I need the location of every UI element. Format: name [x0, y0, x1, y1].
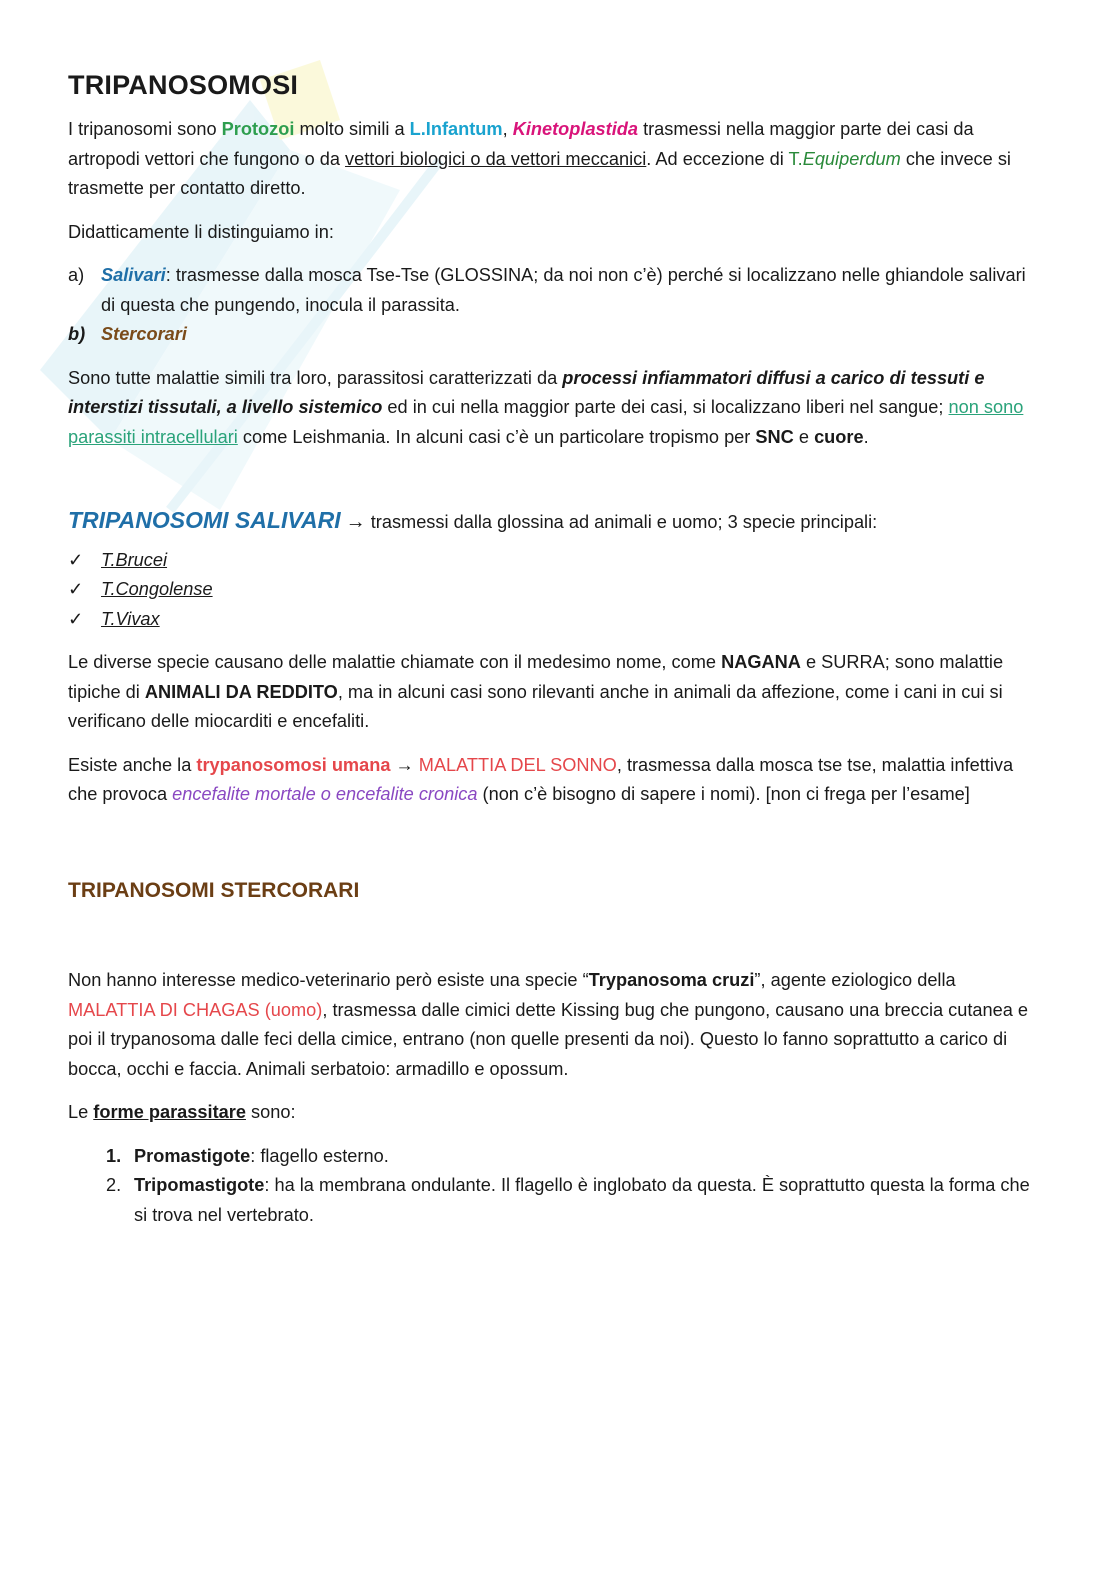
intro-text: . Ad eccezione di: [646, 148, 789, 169]
term-kinetoplastida: Kinetoplastida: [512, 119, 639, 139]
body-text: Sono tutte malattie simili tra loro, parassitosi caratterizzati da: [68, 367, 563, 388]
term-vettori: vettori biologici o da vettori meccanici: [345, 148, 647, 169]
page-title: TRIPANOSOMOSI: [68, 70, 299, 100]
body-text: Esiste anche la: [68, 754, 197, 775]
body-text: trasmessi dalla glossina ad animali e uomo; 3 specie principali:: [365, 512, 878, 532]
body-text: e: [793, 426, 815, 447]
body-text: , ma in alcuni casi sono rilevanti anche in animali da affezione, come i cani in cui si verificano delle miocarditi e encefaliti.: [68, 681, 1003, 731]
list-item: [68, 320, 1043, 350]
list-marker: 2.: [106, 1175, 122, 1195]
term-non-intracellulari: non sono parassiti intracellulari: [68, 397, 1024, 447]
intro-text: trasmessi nella maggior parte dei casi da artropodi vettori che fungono o da: [68, 119, 974, 169]
list-item-body: : trasmesse dalla mosca Tse-Tse (GLOSSINA; da noi non c’è) perché si localizzano nelle ghiandole salivari di questa che pungendo, inocula il parassita.: [101, 265, 1026, 315]
list-item: [68, 261, 1043, 320]
list-item: [68, 1142, 1043, 1172]
intro-text: che invece si trasmette per contatto diretto.: [68, 148, 1011, 198]
list-item-text: [101, 320, 1043, 350]
emphasis-text: processi infiammatori diffusi a carico di tessuti e interstizi tissutali, a livello sistemico: [68, 367, 985, 417]
term-salivari: Salivari: [101, 265, 166, 285]
intro-text: I tripanosomi sono: [68, 119, 222, 139]
list-item: [68, 605, 1043, 635]
list-item: [68, 1171, 1043, 1230]
body-text: sono:: [245, 1102, 296, 1122]
species-list: [68, 546, 1043, 635]
list-item-text: [134, 1142, 1043, 1172]
forme-paragraph: [68, 1098, 1043, 1128]
arrow-icon: →: [345, 511, 366, 533]
body-text: come Leishmania. In alcuni casi c’è un particolare tropismo per: [237, 426, 756, 447]
malattie-paragraph: [68, 364, 1043, 453]
list-item-text: [134, 1171, 1043, 1230]
list-marker: 1.: [106, 1145, 122, 1166]
term-trypanosomosi-umana: trypanosomosi umana: [196, 754, 391, 775]
specie-paragraph: [68, 648, 1043, 737]
list-item-body: : ha la membrana ondulante. Il flagello è inglobato da questa. È soprattutto questa la forma che si trova nel vertebrato.: [134, 1175, 1030, 1225]
list-marker: b): [68, 324, 86, 344]
term-protozoi: Protozoi: [221, 119, 295, 139]
term-t-equiperdum: T.: [788, 148, 803, 169]
term-tripomastigote: Tripomastigote: [134, 1175, 265, 1195]
body-text: , trasmessa dalla mosca tse tse, malattia infettiva che provoca: [68, 754, 1014, 804]
section-heading-salivari: TRIPANOSOMI SALIVARI: [68, 507, 341, 533]
species-name: T.Congolense: [101, 579, 213, 599]
body-text: ”, agente eziologico della: [754, 970, 956, 990]
didattica-paragraph: Didatticamente li distinguiamo in:: [68, 221, 334, 242]
list-item: [68, 575, 1043, 605]
intro-text: ,: [502, 119, 513, 139]
salivari-heading-line: [68, 506, 1043, 538]
list-marker: a): [68, 265, 85, 285]
term-forme-parassitare: forme parassitare: [93, 1102, 246, 1122]
list-item-body: : flagello esterno.: [250, 1145, 389, 1166]
term-l-infantum: L.Infantum: [409, 119, 503, 139]
checkmark-icon: ✓: [68, 549, 84, 570]
intro-paragraph: [68, 115, 1043, 204]
intro-text: molto simili a: [294, 119, 410, 139]
checkmark-icon: ✓: [68, 608, 84, 629]
term-t-equiperdum: Equiperdum: [802, 148, 901, 169]
body-text: , trasmessa dalle cimici dette Kissing bug che pungono, causano una breccia cutanea e poi il trypanosoma dalle feci della cimice, entrano (non quelle presenti da noi). Questo lo fanno soprattutto a carico di bocca, occhi e faccia. Animali serbatoio: armadillo e opossum.: [68, 999, 1029, 1079]
species-name: T.Vivax: [101, 608, 160, 629]
term-trypanosoma-cruzi: Trypanosoma cruzi: [588, 970, 755, 990]
body-text: ed in cui nella maggior parte dei casi, si localizzano liberi nel sangue;: [382, 397, 949, 417]
document-body: [68, 70, 1043, 1244]
umana-paragraph: [68, 751, 1043, 810]
classification-list: [68, 261, 1043, 350]
term-promastigote: Promastigote: [134, 1145, 251, 1166]
forme-list: [68, 1142, 1043, 1231]
body-text: e SURRA; sono malattie tipiche di: [68, 652, 1004, 702]
term-encefalite: encefalite mortale o encefalite cronica: [172, 784, 478, 804]
body-text: .: [863, 426, 869, 447]
term-stercorari: Stercorari: [101, 324, 187, 344]
body-text: (non c’è bisogno di sapere i nomi). [non ci frega per l’esame]: [477, 784, 970, 804]
term-cuore: cuore: [814, 426, 864, 447]
body-text: Non hanno interesse medico-veterinario però esiste una specie “: [68, 970, 589, 990]
checkmark-icon: ✓: [68, 579, 84, 599]
species-name: T.Brucei: [101, 549, 168, 570]
term-malattia-sonno: MALATTIA DEL SONNO: [418, 754, 617, 775]
list-item: [68, 546, 1043, 576]
stercorari-heading-line: [68, 876, 1043, 907]
body-text: Le diverse specie causano delle malattie chiamate con il medesimo nome, come: [68, 652, 722, 672]
list-item-text: [101, 261, 1043, 320]
term-snc: SNC: [755, 426, 794, 447]
term-animali-reddito: ANIMALI DA REDDITO: [144, 681, 338, 702]
section-heading-stercorari: TRIPANOSOMI STERCORARI: [68, 878, 360, 902]
body-text: Le: [68, 1102, 94, 1122]
term-nagana: NAGANA: [721, 652, 801, 672]
arrow-icon: →: [390, 754, 419, 775]
stercorari-paragraph: [68, 966, 1043, 1084]
term-malattia-chagas: MALATTIA DI CHAGAS (uomo): [68, 999, 323, 1020]
